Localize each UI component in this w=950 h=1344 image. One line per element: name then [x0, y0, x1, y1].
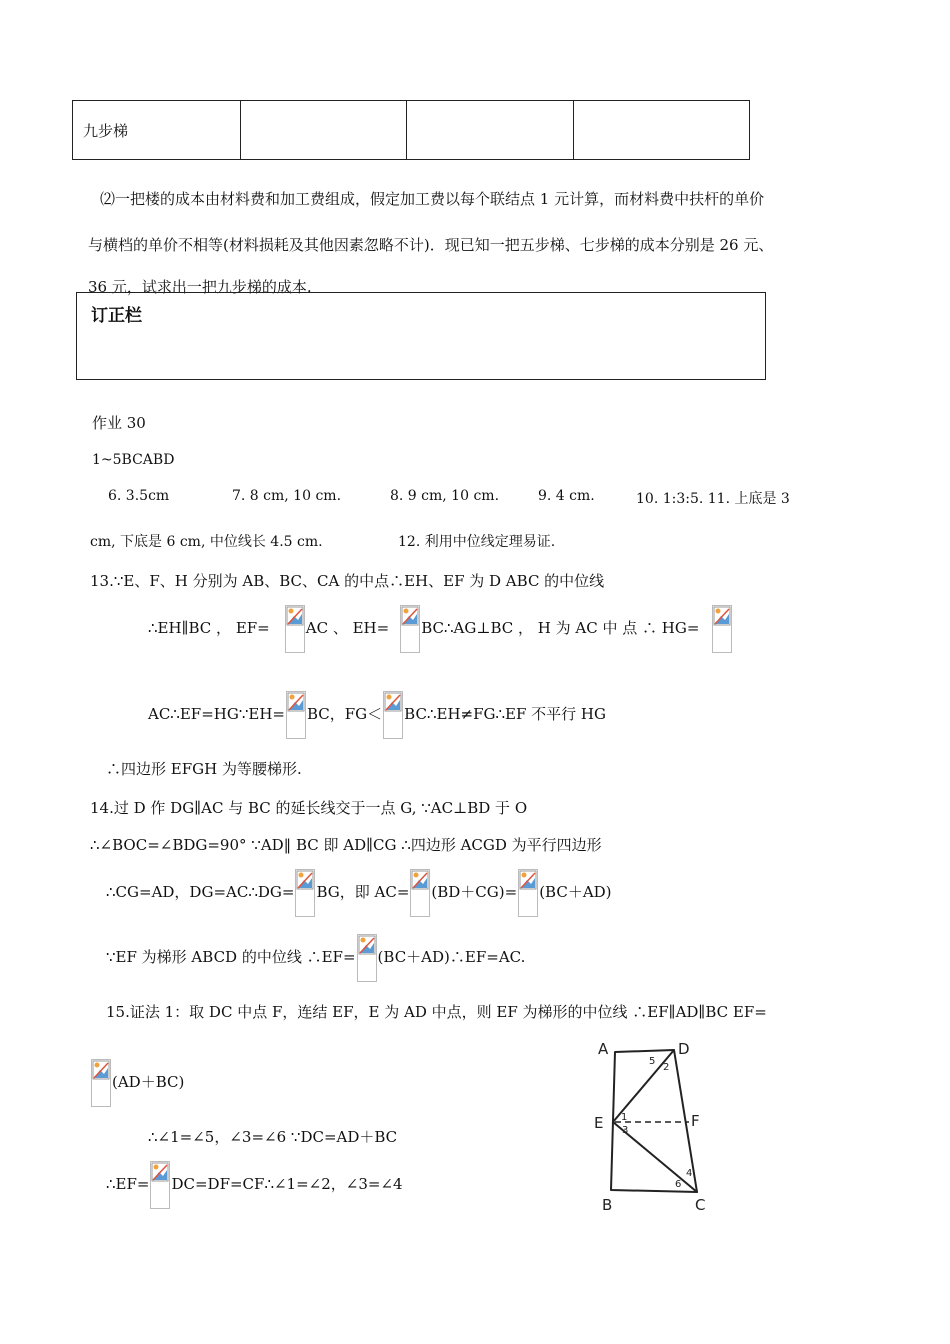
fraction-image-icon — [150, 1161, 170, 1209]
angle-4: 4 — [686, 1168, 693, 1179]
correction-title: 订正栏 — [91, 306, 142, 326]
q13-line-3 — [148, 690, 606, 739]
q15-line-2 — [90, 1058, 184, 1107]
label-b: B — [602, 1196, 613, 1214]
angle-3: 3 — [622, 1125, 629, 1136]
label-e: E — [594, 1114, 604, 1132]
answer-7: 7. 8 cm, 10 cm. — [232, 488, 342, 504]
answer-10-11: 10. 1:3:5. 11. 上底是 3 — [636, 491, 790, 507]
q15-l2: (AD＋BC) — [112, 1073, 185, 1091]
trapezoid-figure — [585, 1030, 725, 1220]
fraction-image-icon — [91, 1059, 111, 1107]
answer-6: 6. 3.5cm — [108, 488, 170, 504]
q14-l3-b: BG，即 AC= — [316, 883, 410, 901]
table-cell — [241, 101, 408, 159]
correction-box[interactable] — [76, 292, 766, 380]
q13-line-2 — [148, 604, 733, 653]
fraction-image-icon — [295, 869, 315, 917]
q13-line-1: 13.∵E、F、H 分别为 AB、BC、CA 的中点∴EH、EF 为 D ABC 的中位线 — [90, 572, 605, 590]
fraction-image-icon — [712, 605, 732, 653]
fraction-image-icon — [400, 605, 420, 653]
fraction-image-icon — [518, 869, 538, 917]
answer-line-1: 1~5BCABD — [92, 452, 175, 468]
q14-line-2: ∴∠BOC=∠BDG=90° ∵AD‖ BC 即 AD∥CG ∴四边形 ACGD 为平行四边形 — [90, 836, 602, 854]
label-a: A — [598, 1040, 609, 1058]
q14-l3-a: ∴CG=AD，DG=AC∴DG= — [106, 883, 295, 901]
fraction-image-icon — [286, 691, 306, 739]
answer-8: 8. 9 cm, 10 cm. — [390, 488, 500, 504]
fraction-image-icon — [410, 869, 430, 917]
fraction-image-icon — [285, 605, 305, 653]
answers-heading: 作业 30 — [92, 414, 146, 432]
ladder-table — [72, 100, 750, 160]
label-d: D — [678, 1040, 690, 1058]
q15-line-1: 15.证法 1：取 DC 中点 F，连结 EF，E 为 AD 中点，则 EF 为梯形的中位线 ∴EF∥AD∥BC EF= — [106, 1003, 767, 1021]
angle-5: 5 — [649, 1056, 656, 1067]
q15-line-3: ∴∠1=∠5，∠3=∠6 ∵DC=AD＋BC — [148, 1128, 398, 1146]
answer-9: 9. 4 cm. — [538, 488, 595, 504]
q13-line-4: ∴四边形 EFGH 为等腰梯形. — [106, 760, 302, 778]
q13-l2-a: ∴EH∥BC ， EF= — [148, 619, 270, 637]
problem-line-2: 与横档的单价不相等(材料损耗及其他因素忽略不计)．现已知一把五步梯、七步梯的成本分别是 26 元、 — [88, 236, 774, 254]
q14-line-4 — [106, 933, 525, 982]
fraction-image-icon — [383, 691, 403, 739]
q15-line-4 — [106, 1160, 403, 1209]
q14-line-3 — [106, 868, 612, 917]
angle-2: 2 — [663, 1062, 670, 1073]
problem-line-3: 36 元，试求出一把九步梯的成本. — [88, 278, 312, 296]
q13-l3-c: BC∴EH≠FG∴EF 不平行 HG — [404, 705, 606, 723]
table-cell — [407, 101, 574, 159]
q13-l2-c: BC∴AG⊥BC ， H 为 AC 中 点 ∴ HG= — [421, 619, 700, 637]
table-cell — [574, 101, 749, 159]
label-f: F — [691, 1112, 700, 1130]
problem-line-1: ⑵一把楼的成本由材料费和加工费组成，假定加工费以每个联结点 1 元计算，而材料费中扶杆的单价 — [100, 190, 765, 208]
table-row-label: 九步梯 — [73, 101, 241, 159]
label-c: C — [695, 1196, 706, 1214]
q15-l4-a: ∴EF= — [106, 1175, 150, 1193]
q14-l3-c: (BD＋CG)= — [431, 883, 518, 901]
angle-6: 6 — [675, 1179, 682, 1190]
q13-l3-a: AC∴EF=HG∵EH= — [148, 705, 285, 723]
q13-l3-b: BC，FG＜ — [307, 705, 383, 723]
answer-11-cont: cm, 下底是 6 cm, 中位线长 4.5 cm. — [90, 534, 323, 550]
angle-1: 1 — [621, 1112, 628, 1123]
q14-l4-a: ∵EF 为梯形 ABCD 的中位线 ∴EF= — [106, 948, 356, 966]
fraction-image-icon — [357, 934, 377, 982]
q14-l3-d: (BC＋AD) — [539, 883, 612, 901]
q15-l4-b: DC=DF=CF∴∠1=∠2，∠3=∠4 — [171, 1175, 403, 1193]
answer-12: 12. 利用中位线定理易证. — [398, 534, 556, 550]
q14-line-1: 14.过 D 作 DG∥AC 与 BC 的延长线交于一点 G, ∵AC⊥BD 于 O — [90, 799, 528, 817]
q13-l2-b: AC 、 EH= — [305, 619, 390, 637]
q14-l4-b: (BC＋AD)∴EF=AC. — [377, 948, 526, 966]
